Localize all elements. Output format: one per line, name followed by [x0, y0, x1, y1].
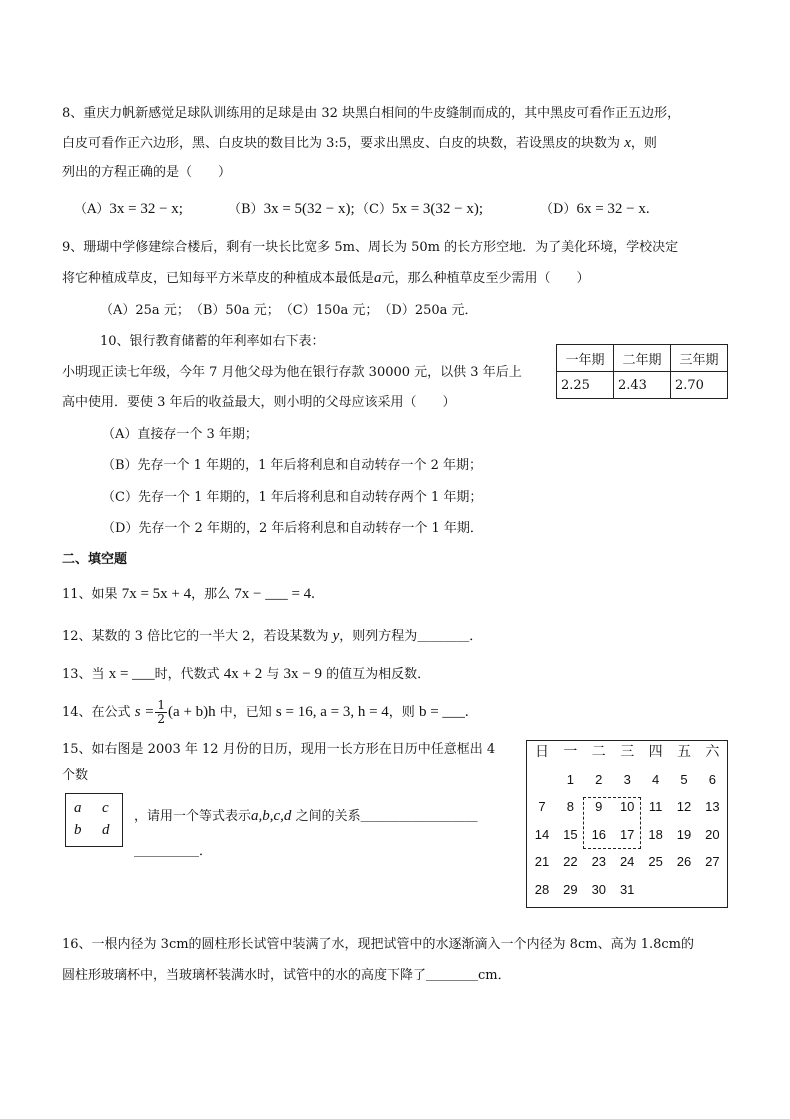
q14-text2: 中，已知	[215, 705, 276, 720]
calendar-weekday-header: 一	[563, 744, 578, 760]
q15-line1: 15、如右图是 2003 年 12 月份的日历，现用一长方形在日历中任意框出 4	[62, 742, 496, 757]
q10-option-c[interactable]: （C）先存一个 1 年期的，1 年后将利息和自动转存两个 1 年期；	[102, 490, 483, 505]
q8-option-d-eq: 6x = 32 − x.	[576, 201, 650, 217]
calendar-day: 24	[619, 854, 635, 869]
calendar-day: 22	[563, 854, 578, 869]
box-c: c	[102, 800, 109, 816]
q11-blank-equation: 7x − ___ = 4.	[234, 586, 315, 602]
q8-option-c[interactable]	[356, 199, 483, 220]
q12-variable: y	[332, 628, 340, 644]
q13-text4: 的值互为相反数．	[322, 667, 431, 682]
q9-variable: a	[374, 270, 382, 286]
calendar-day: 30	[591, 881, 607, 897]
rate-value-1yr: 2.25	[557, 372, 614, 399]
q12	[62, 626, 482, 647]
calendar-day: 14	[534, 826, 550, 842]
box-b: b	[74, 822, 82, 838]
calendar-day: 10	[619, 799, 635, 814]
q9-options[interactable]: （A）25a 元； （B）50a 元； （C）150a 元； （D）250a 元．	[100, 303, 478, 318]
rate-header-2yr: 二年期	[614, 345, 671, 372]
q14-fraction	[155, 699, 167, 726]
calendar-day: 7	[538, 799, 546, 814]
q13-text: 13、当	[62, 667, 109, 682]
q8-option-c-eq: 5x = 3(32 − x);	[391, 201, 484, 217]
q8-line2-text: 白皮可看作正六边形，黑、白皮块的数目比为 3:5，要求出黑皮、白皮的块数，若设黑皮的块数为	[62, 136, 625, 151]
q10-option-d[interactable]: （D）先存一个 2 年期的，2 年后将利息和自动转存一个 1 年期．	[102, 521, 483, 536]
q13	[62, 664, 430, 685]
q8-line3: 列出的方程正确的是（ ）	[62, 165, 232, 180]
calendar-day: 4	[651, 771, 660, 787]
q8-option-a-label: （A）	[74, 202, 110, 217]
rate-value-3yr: 2.70	[671, 372, 728, 399]
q14-answer-blank: b = ___.	[418, 704, 469, 720]
q8-line2	[62, 133, 657, 154]
q13-expr1: 4x + 2	[223, 666, 263, 682]
q14-given: s = 16, a = 3, h = 4	[275, 704, 389, 720]
calendar-day: 31	[619, 881, 635, 897]
q14-text: 14、在公式	[62, 705, 135, 720]
q8-option-a[interactable]	[74, 199, 183, 220]
q13-expr2: 3x − 9	[283, 666, 322, 682]
q14-formula-rest: (a + b)h	[168, 704, 216, 720]
q16-line2: 圆柱形玻璃杯中，当玻璃杯装满水时，试管中的水的高度下降了＿＿＿＿cm．	[62, 968, 511, 983]
q11-text: 11、如果	[62, 587, 122, 602]
q8-option-b-eq: 3x = 5(32 − x);	[263, 201, 355, 217]
calendar-day: 13	[705, 799, 720, 814]
q15-line3-text: ，请用一个等式表示	[134, 809, 252, 824]
q8-option-d-label: （D）	[540, 202, 577, 217]
abcd-box	[65, 793, 123, 847]
calendar-day: 18	[648, 826, 663, 842]
q15-line3	[134, 806, 478, 827]
q14-text3: ，则	[388, 705, 419, 720]
q9-line2	[62, 268, 590, 289]
q12-text: 12、某数的 3 倍比它的一半大 2，若设某数为	[62, 629, 333, 644]
calendar-weekday-header: 五	[677, 744, 691, 760]
q15-line4: ＿＿＿＿＿．	[134, 844, 213, 859]
rate-table-header-row	[557, 345, 728, 372]
calendar-day: 27	[705, 854, 720, 869]
q11-equation: 7x = 5x + 4	[121, 586, 192, 602]
calendar-day: 12	[676, 799, 692, 814]
q11-text2: ，那么	[191, 587, 235, 602]
calendar-day: 1	[566, 771, 574, 787]
q8-option-b[interactable]	[228, 199, 355, 220]
q8-line2-end: ，则	[630, 136, 657, 151]
q8-variable: x	[624, 135, 631, 151]
q8-option-b-label: （B）	[228, 202, 264, 217]
q14-s: s =	[134, 704, 155, 720]
rate-header-1yr: 一年期	[557, 345, 614, 372]
q9-line2-text: 将它种植成草皮，已知每平方米草皮的种植成本最低是	[62, 271, 375, 286]
q12-text2: ，则列方程为＿＿＿＿．	[339, 629, 483, 644]
q14-frac-num: 1	[157, 698, 166, 712]
q15-line2: 个数	[62, 768, 89, 783]
q9-line2-end: 元，那么种植草皮至少需用（ ）	[381, 271, 590, 286]
calendar-day: 9	[595, 799, 603, 814]
q15-line3-blank: 之间的关系＿＿＿＿＿＿＿＿＿	[291, 809, 478, 824]
calendar-dashed-frame	[583, 797, 641, 849]
calendar-weekday-header: 三	[620, 744, 635, 760]
interest-rate-table	[556, 344, 728, 399]
calendar-day: 25	[648, 854, 663, 869]
q14	[62, 698, 469, 727]
q10-option-a[interactable]: （A）直接存一个 3 年期；	[102, 427, 258, 442]
calendar-day: 16	[591, 826, 607, 842]
q11	[62, 584, 315, 605]
q9-line1: 9、珊瑚中学修建综合楼后，剩有一块长比宽多 5m、周长为 50m 的长方形空地．为了美化环境，学校决定	[62, 240, 679, 255]
rate-value-2yr: 2.43	[614, 372, 671, 399]
calendar-day: 11	[648, 799, 663, 814]
calendar-day: 19	[676, 826, 692, 842]
calendar-weekday-header: 二	[591, 744, 606, 760]
calendar-day: 8	[566, 799, 574, 814]
q14-frac-den: 2	[157, 712, 166, 726]
q8-option-a-eq: 3x = 32 − x;	[109, 201, 183, 217]
calendar-day: 23	[591, 854, 607, 869]
calendar-weekday-header: 日	[535, 744, 549, 760]
q13-blank: x = ___	[108, 666, 155, 682]
q15-vars: a,b,c,d	[251, 808, 292, 824]
calendar-day: 20	[705, 826, 720, 842]
calendar-day: 26	[676, 854, 692, 869]
calendar-day: 15	[563, 826, 578, 842]
calendar-weekday-header: 六	[705, 744, 720, 760]
rate-header-3yr: 三年期	[671, 345, 728, 372]
rate-table-value-row	[557, 372, 728, 399]
section-title-fill-in: 二、填空题	[62, 552, 128, 567]
calendar-day: 2	[595, 771, 603, 787]
calendar-day: 21	[534, 854, 550, 869]
calendar-day: 28	[534, 881, 550, 897]
q13-text3: 与	[262, 667, 284, 682]
calendar-weekday-header: 四	[648, 744, 663, 760]
calendar-day: 17	[619, 826, 635, 842]
calendar-day: 3	[623, 771, 631, 787]
calendar-day: 29	[563, 881, 578, 897]
calendar-day: 5	[680, 771, 688, 787]
q8-line1: 8、重庆力帆新感觉足球队训练用的足球是由 32 块黑白相间的牛皮缝制而成的，其中黑皮可看作正五边形，	[62, 106, 681, 121]
box-a: a	[74, 800, 82, 816]
q10-line2: 小明现正读七年级，今年 7 月他父母为他在银行存款 30000 元，以供 3 年后上	[62, 365, 522, 380]
q10-line1: 10、银行教育储蓄的年利率如右下表：	[100, 334, 325, 349]
box-d: d	[102, 822, 110, 838]
q16-line1: 16、一根内径为 3cm的圆柱形长试管中装满了水，现把试管中的水逐渐滴入一个内径为 8cm、高为 1.8cm的	[62, 937, 694, 952]
q10-line3: 高中使用．要使 3 年后的收益最大，则小明的父母应该采用（ ）	[62, 395, 456, 410]
q13-text2: 时，代数式	[154, 667, 224, 682]
q8-option-d[interactable]	[540, 199, 650, 220]
calendar-day: 6	[708, 771, 716, 787]
q10-option-b[interactable]: （B）先存一个 1 年期的，1 年后将利息和自动转存一个 2 年期；	[102, 458, 483, 473]
q8-option-c-label: （C）	[356, 202, 392, 217]
